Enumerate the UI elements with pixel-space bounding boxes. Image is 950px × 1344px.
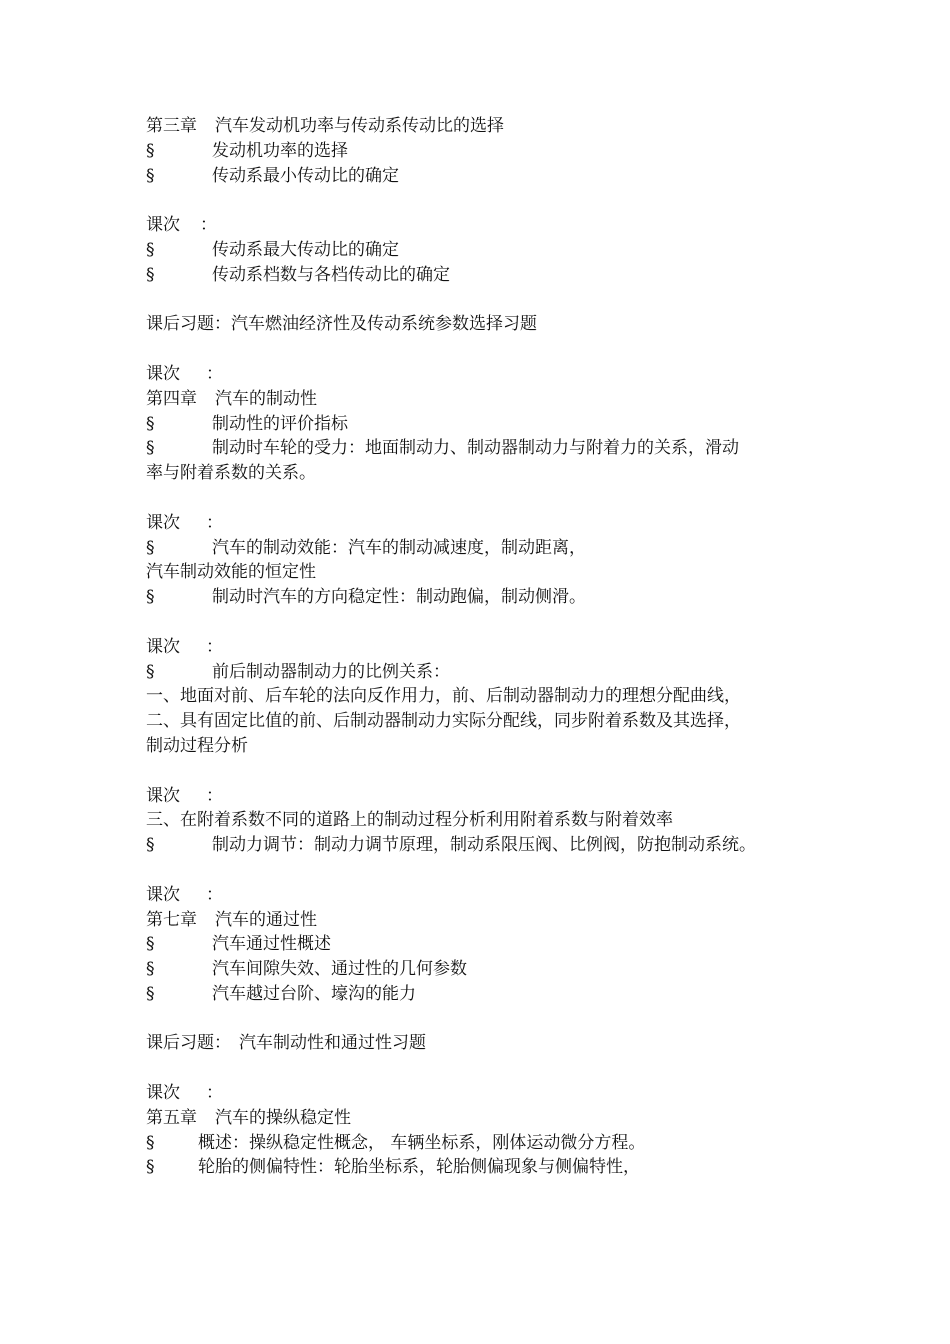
lesson-colon: ： (206, 1083, 223, 1104)
section-text: 制动时汽车的方向稳定性：制动跑偏，制动侧滑。 (212, 587, 586, 608)
section-mark: § (146, 959, 155, 980)
section-text: 汽车越过台阶、壕沟的能力 (212, 983, 416, 1004)
section-item (146, 238, 846, 263)
exercise-line (146, 1031, 846, 1056)
exercise-text: 汽车制动性和通过性习题 (239, 1033, 426, 1054)
section-mark: § (146, 140, 155, 161)
chapter-heading (146, 908, 846, 933)
lesson-label: 课次 (146, 1083, 180, 1104)
section-item (146, 932, 846, 957)
section-item (146, 957, 846, 982)
blank-line (146, 188, 846, 213)
document-page (146, 114, 846, 1180)
lesson-colon: ： (200, 215, 217, 236)
blank-line (146, 759, 846, 784)
section-mark: § (146, 934, 155, 955)
text-line: 二、具有固定比值的前、后制动器制动力实际分配线，同步附着系数及其选择， (146, 711, 741, 732)
blank-line (146, 1007, 846, 1032)
section-mark: § (146, 264, 155, 285)
section-item (146, 660, 846, 685)
section-text: 制动力调节：制动力调节原理，制动系限压阀、比例阀，防抱制动系统。 (212, 835, 756, 856)
blank-line (146, 288, 846, 313)
section-text: 概述：操纵稳定性概念， 车辆坐标系，刚体运动微分方程。 (198, 1132, 646, 1153)
section-mark: § (146, 165, 155, 186)
lesson-label: 课次 (146, 785, 180, 806)
lesson-colon: ： (206, 636, 223, 657)
section-text: 前后制动器制动力的比例关系： (212, 661, 450, 682)
section-item (146, 536, 846, 561)
lesson-label: 课次 (146, 512, 180, 533)
text-line: 一、地面对前、后车轮的法向反作用力，前、后制动器制动力的理想分配曲线， (146, 686, 741, 707)
blank-line (146, 337, 846, 362)
section-item (146, 1155, 846, 1180)
section-mark: § (146, 661, 155, 682)
section-mark: § (146, 1132, 155, 1153)
lesson-label: 课次 (146, 636, 180, 657)
blank-line (146, 610, 846, 635)
section-text: 汽车通过性概述 (212, 934, 331, 955)
text-line: 制动过程分析 (146, 735, 248, 756)
chapter-label: 第五章 (146, 1107, 197, 1128)
text-line: 率与附着系数的关系。 (146, 463, 316, 484)
chapter-heading (146, 1106, 846, 1131)
section-mark: § (146, 835, 155, 856)
section-item (146, 139, 846, 164)
section-text: 发动机功率的选择 (212, 140, 348, 161)
section-mark: § (146, 983, 155, 1004)
section-text: 制动性的评价指标 (212, 413, 348, 434)
lesson-line (146, 883, 846, 908)
lesson-colon: ： (206, 785, 223, 806)
section-text: 轮胎的侧偏特性：轮胎坐标系，轮胎侧偏现象与侧偏特性， (198, 1157, 640, 1178)
chapter-label: 第三章 (146, 116, 197, 136)
chapter-title: 汽车的通过性 (215, 909, 317, 930)
chapter-heading (146, 387, 846, 412)
section-mark: § (146, 537, 155, 558)
lesson-line (146, 1081, 846, 1106)
lesson-line (146, 213, 846, 238)
section-item (146, 263, 846, 288)
text-line: 课后习题：汽车燃油经济性及传动系统参数选择习题 (146, 314, 537, 335)
section-item (146, 585, 846, 610)
section-mark: § (146, 1157, 155, 1178)
section-item (146, 982, 846, 1007)
chapter-title: 汽车发动机功率与传动系传动比的选择 (215, 116, 504, 136)
section-item (146, 412, 846, 437)
blank-line (146, 858, 846, 883)
lesson-colon: ： (206, 884, 223, 905)
lesson-line (146, 511, 846, 536)
lesson-line (146, 784, 846, 809)
section-text: 汽车的制动效能：汽车的制动减速度，制动距离， (212, 537, 586, 558)
chapter-label: 第七章 (146, 909, 197, 930)
lesson-label: 课次 (146, 884, 180, 905)
chapter-title: 汽车的制动性 (215, 388, 317, 409)
section-item (146, 833, 846, 858)
section-mark: § (146, 239, 155, 260)
lesson-colon: ： (206, 512, 223, 533)
section-mark: § (146, 438, 155, 459)
lesson-line (146, 635, 846, 660)
lesson-colon: ： (206, 363, 223, 384)
section-mark: § (146, 413, 155, 434)
section-item (146, 1131, 846, 1156)
chapter-title: 汽车的操纵稳定性 (215, 1107, 351, 1128)
chapter-label: 第四章 (146, 388, 197, 409)
lesson-label: 课次 (146, 363, 180, 384)
section-text: 制动时车轮的受力：地面制动力、制动器制动力与附着力的关系，滑动 (212, 438, 739, 459)
section-text: 传动系最小传动比的确定 (212, 165, 399, 186)
blank-line (146, 486, 846, 511)
exercise-label: 课后习题： (146, 1033, 231, 1054)
section-text: 汽车间隙失效、通过性的几何参数 (212, 959, 467, 980)
section-text: 传动系档数与各档传动比的确定 (212, 264, 450, 285)
chapter-heading (146, 114, 846, 139)
section-mark: § (146, 587, 155, 608)
section-item (146, 436, 846, 461)
lesson-label: 课次 (146, 215, 180, 236)
section-text: 传动系最大传动比的确定 (212, 239, 399, 260)
lesson-line (146, 362, 846, 387)
text-line: 汽车制动效能的恒定性 (146, 562, 316, 583)
section-item (146, 164, 846, 189)
blank-line (146, 1056, 846, 1081)
text-line: 三、在附着系数不同的道路上的制动过程分析利用附着系数与附着效率 (146, 810, 673, 831)
